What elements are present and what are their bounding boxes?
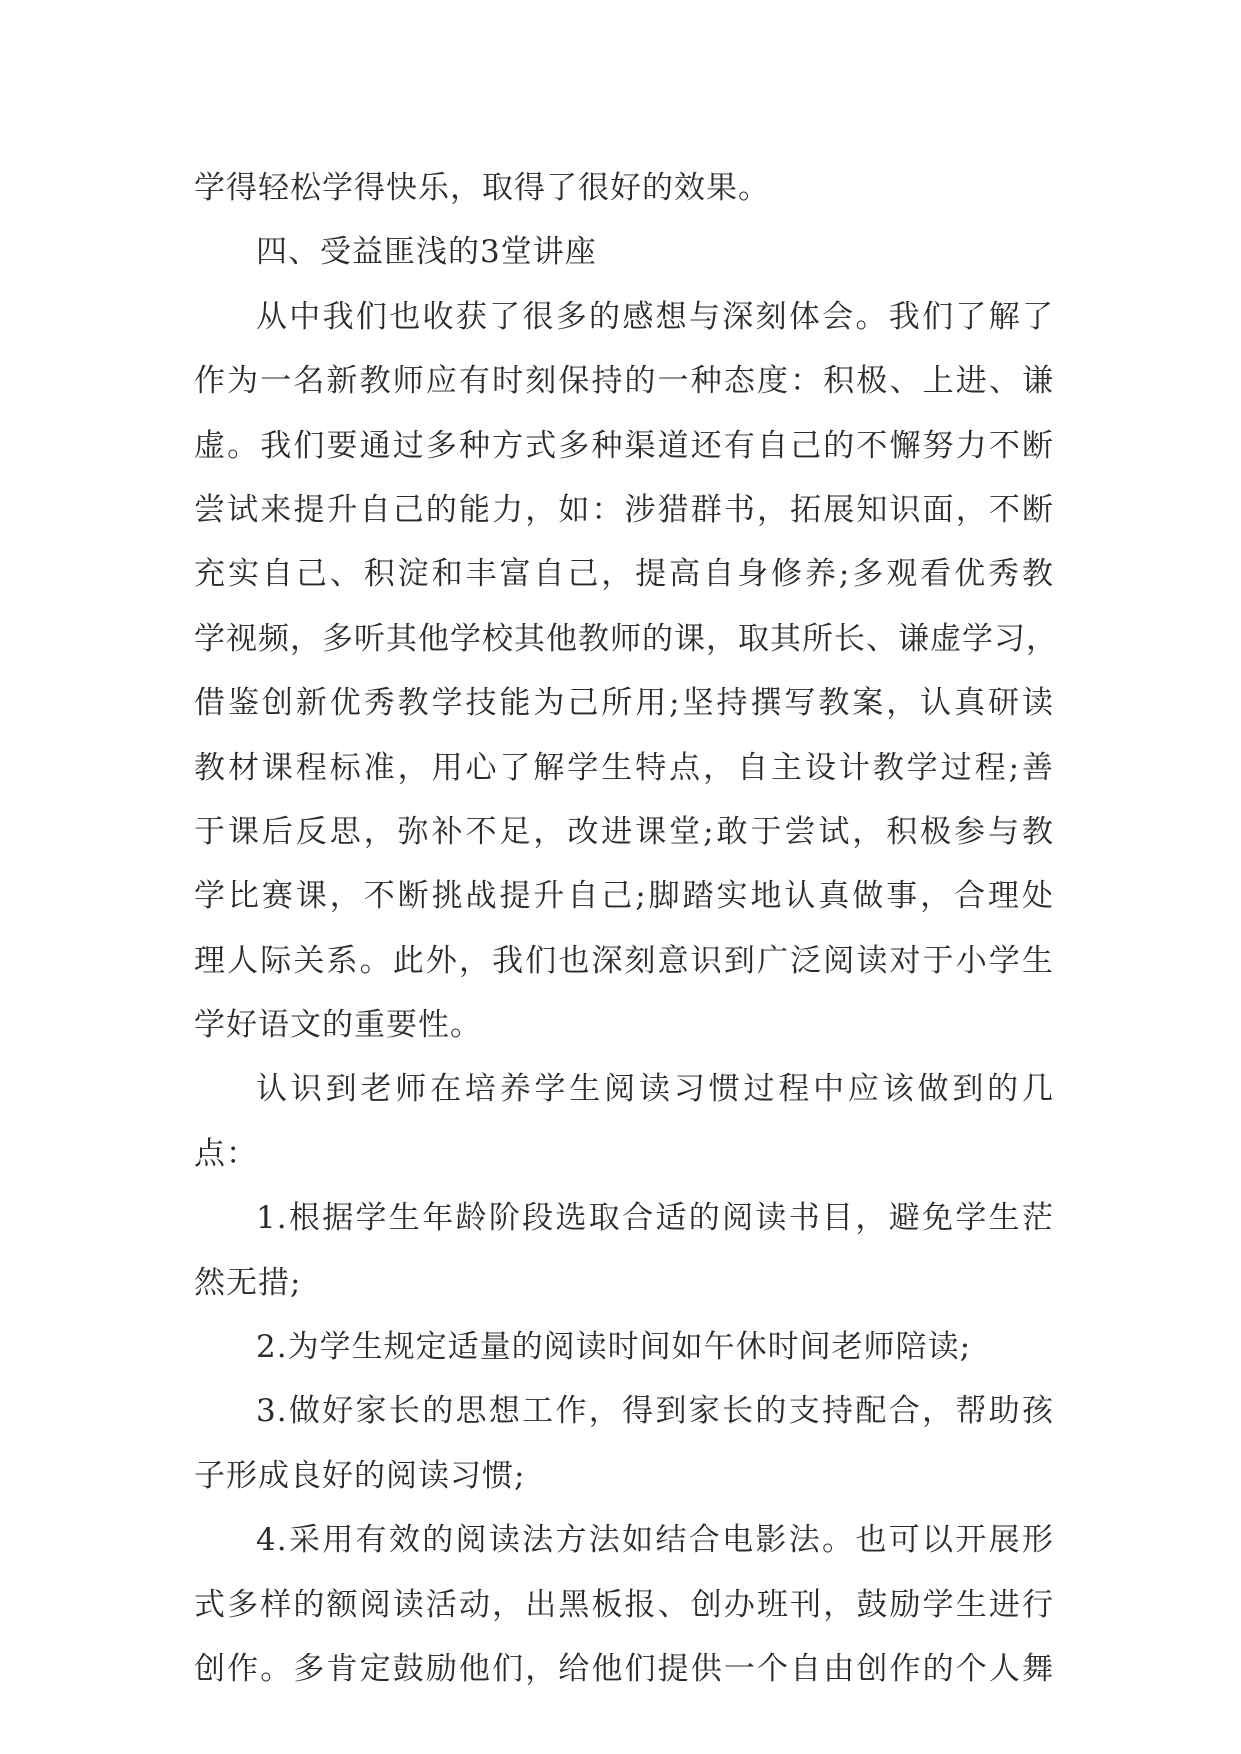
text-line: 作为一名新教师应有时刻保持的一种态度：积极、上进、谦: [194, 363, 1054, 400]
section-heading: 四、受益匪浅的3堂讲座: [256, 234, 597, 271]
text-line: 认识到老师在培养学生阅读习惯过程中应该做到的几: [256, 1071, 1054, 1108]
text-line: 教材课程标准，用心了解学生特点，自主设计教学过程;善: [194, 749, 1054, 786]
text-line: 借鉴创新优秀教学技能为己所用;坚持撰写教案，认真研读: [194, 685, 1054, 722]
text-line: 充实自己、积淀和丰富自己，提高自身修养;多观看优秀教: [194, 556, 1054, 593]
text-line: 点：: [194, 1135, 258, 1172]
text-line: 学比赛课，不断挑战提升自己;脚踏实地认真做事，合理处: [194, 878, 1054, 915]
text-line: 尝试来提升自己的能力，如：涉猎群书，拓展知识面，不断: [194, 491, 1054, 528]
document-body: [194, 156, 1058, 1701]
text-line: 创作。多肯定鼓励他们，给他们提供一个自由创作的个人舞: [194, 1650, 1054, 1687]
text-line: 从中我们也收获了很多的感想与深刻体会。我们了解了: [256, 298, 1054, 335]
text-line: 子形成良好的阅读习惯;: [194, 1457, 526, 1494]
list-item-2: 2.为学生规定适量的阅读时间如午休时间老师陪读;: [256, 1329, 972, 1366]
text-line: 理人际关系。此外，我们也深刻意识到广泛阅读对于小学生: [194, 942, 1054, 979]
text-line: 然无措;: [194, 1264, 302, 1301]
list-item-1: 1.根据学生年龄阶段选取合适的阅读书目，避免学生茫: [256, 1200, 1054, 1237]
list-item-3: 3.做好家长的思想工作，得到家长的支持配合，帮助孩: [256, 1393, 1054, 1430]
text-line: 式多样的额阅读活动，出黑板报、创办班刊，鼓励学生进行: [194, 1586, 1054, 1623]
text-line: 于课后反思，弥补不足，改进课堂;敢于尝试，积极参与教: [194, 813, 1054, 850]
text-line: 虚。我们要通过多种方式多种渠道还有自己的不懈努力不断: [194, 427, 1054, 464]
text-line: 学视频，多听其他学校其他教师的课，取其所长、谦虚学习，: [194, 620, 1058, 657]
text-line: 学得轻松学得快乐，取得了很好的效果。: [194, 170, 770, 206]
list-item-4: 4.采用有效的阅读法方法如结合电影法。也可以开展形: [256, 1522, 1054, 1559]
text-line: 学好语文的重要性。: [194, 1007, 482, 1044]
